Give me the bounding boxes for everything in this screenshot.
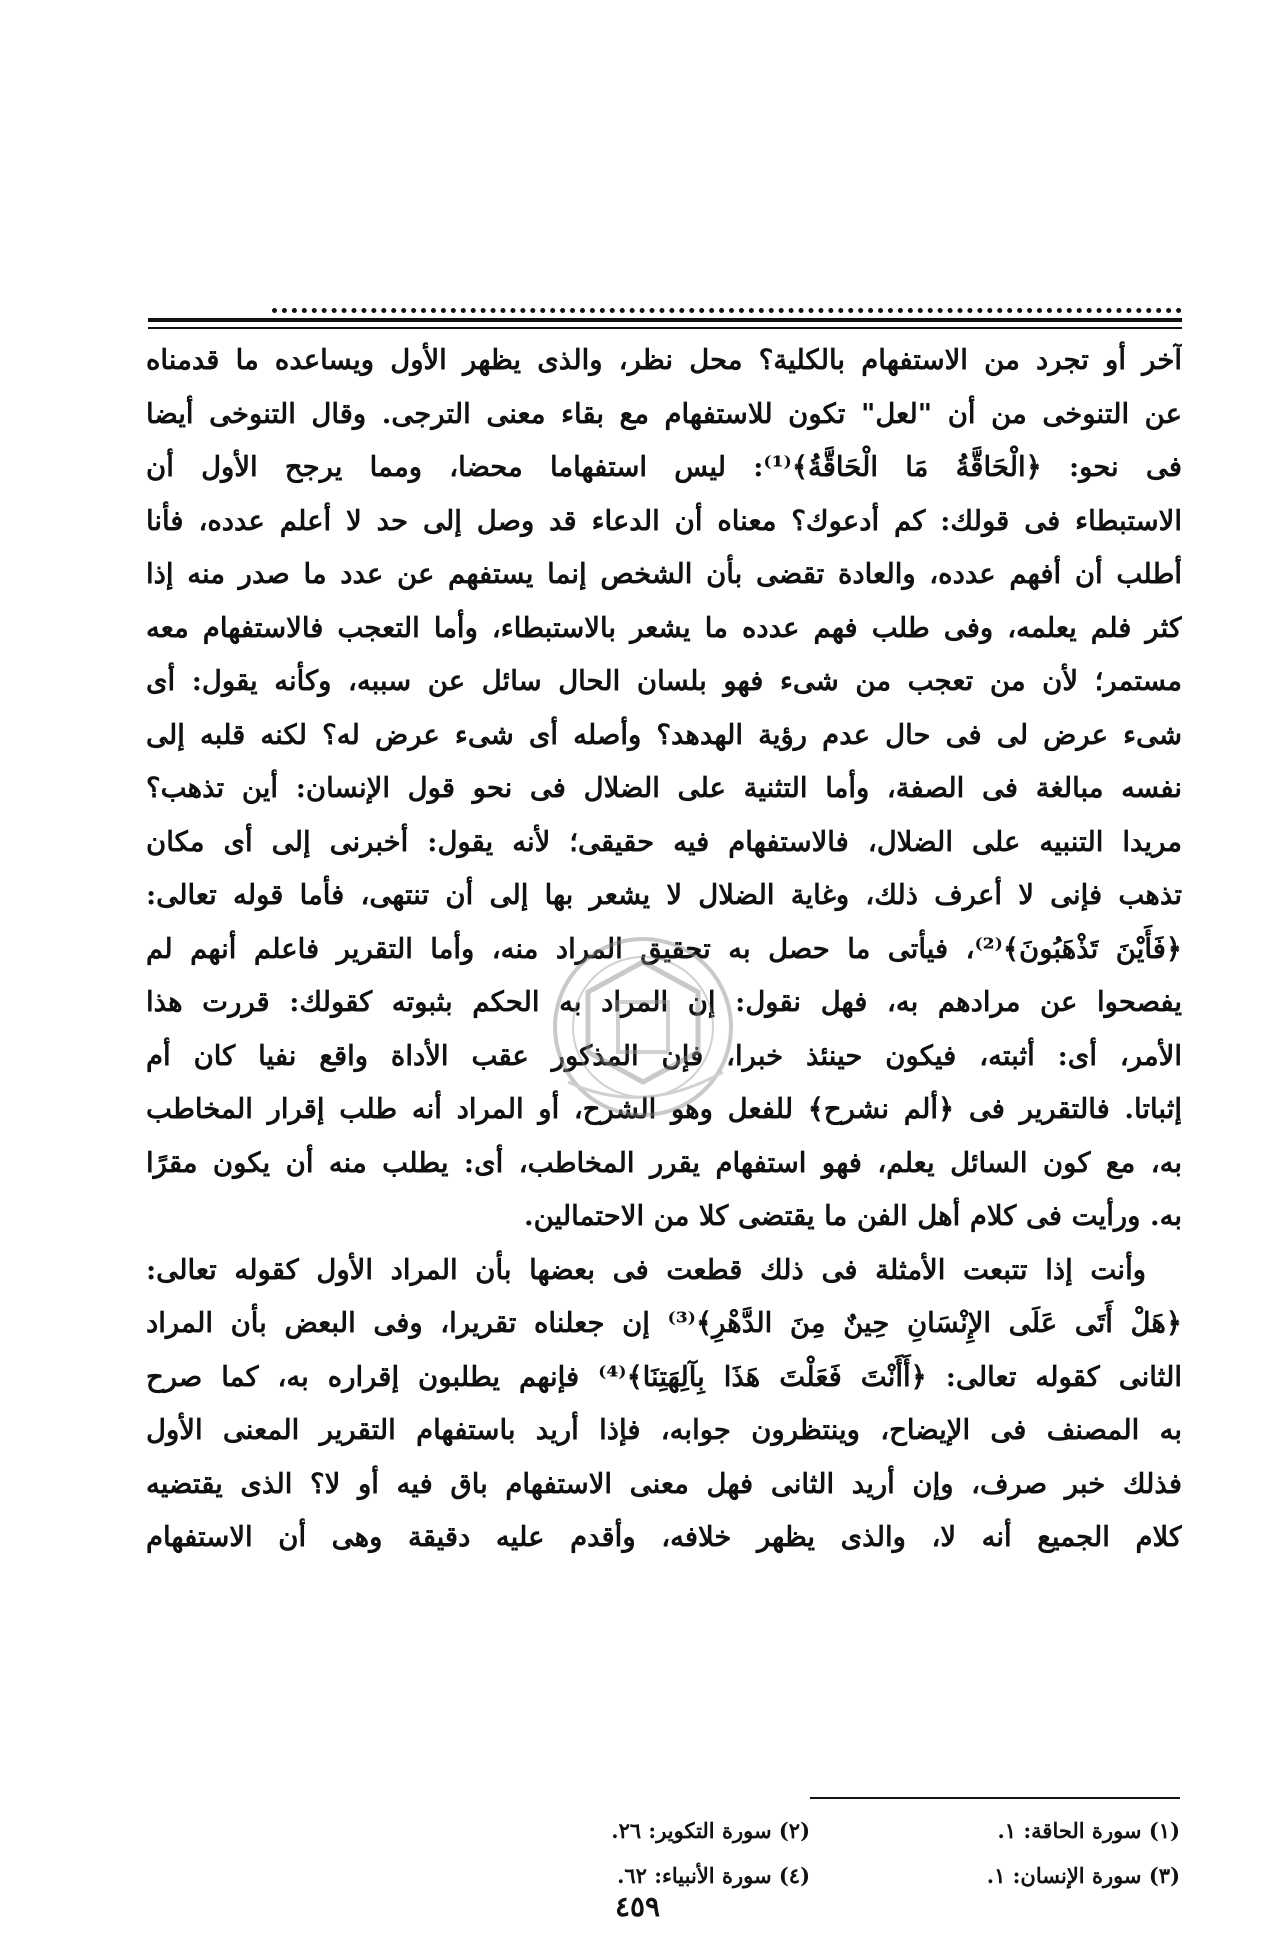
footnote: (٤) سورة الأنبياء: ٦٢. (617, 1863, 810, 1888)
text-line: به، مع كون السائل يعلم، فهو استفهام يقرر المخاطب، أى: يطلب منه أن يكون مقرًا (146, 1146, 1182, 1179)
footnotes (400, 1808, 1180, 1898)
footnote: (٢) سورة التكوير: ٢٦. (611, 1818, 810, 1843)
text-line: كلام الجميع أنه لا، والذى يظهر خلافه، وأقدم عليه دقيقة وهى أن الاستفهام (146, 1521, 1182, 1553)
text-line: الاستبطاء فى قولك: كم أدعوك؟ معناه أن الدعاء قد وصل إلى حد لا أعلم عدده، فأنا (146, 504, 1182, 537)
text-line: مستمر؛ لأن من تعجب من شىء فهو بلسان الحال سائل عن سببه، وكأنه يقول: أى (146, 665, 1182, 697)
text-line: فى نحو: ﴿الْحَاقَّةُ مَا الْحَاقَّةُ﴾⁽¹⁾: ليس استفهاما محضا، ومما يرجح الأول أن (146, 451, 1182, 483)
text-line: أطلب أن أفهم عدده، والعادة تقضى بأن الشخص إنما يستفهم عن عدد ما صدر منه إذا (146, 558, 1182, 590)
text-line: مريدا التنبيه على الضلال، فالاستفهام فيه حقيقى؛ لأنه يقول: أخبرنى إلى أى مكان (146, 825, 1182, 858)
text-line: به المصنف فى الإيضاح، وينتظرون جوابه، فإذا أريد باستفهام التقرير المعنى الأول (146, 1414, 1182, 1446)
text-line: إثباتا. فالتقرير فى ﴿ألم نشرح﴾ للفعل وهو الشرح، أو المراد أنه طلب إقرار المخاطب (146, 1093, 1182, 1125)
header-thick-rule (148, 318, 1182, 322)
footnote-row (400, 1808, 1180, 1853)
footnote-separator (810, 1797, 1180, 1799)
text-line: ﴿فَأَيْنَ تَذْهَبُونَ﴾⁽²⁾، فيأتى ما حصل به تحقيق المراد منه، وأما التقرير فاعلم أنهم لم (146, 932, 1182, 965)
text-line: عن التنوخى من أن "لعل" تكون للاستفهام مع بقاء معنى الترجى. وقال التنوخى أيضا (146, 397, 1182, 430)
text-line: نفسه مبالغة فى الصفة، وأما التثنية على الضلال فى نحو قول الإنسان: أين تذهب؟ (146, 772, 1182, 804)
text-line: الثانى كقوله تعالى: ﴿أَأَنْتَ فَعَلْتَ هَذَا بِآلِهَتِنَا﴾⁽⁴⁾ فإنهم يطلبون إقراره به، كما صرح (146, 1360, 1182, 1393)
text-line: به. ورأيت فى كلام أهل الفن ما يقتضى كلا من الاحتمالين. (524, 1200, 1182, 1232)
text-line: كثر فلم يعلمه، وفى طلب فهم عدده ما يشعر بالاستبطاء، وأما التعجب فالاستفهام معه (146, 611, 1182, 644)
header-thin-rule (148, 327, 1182, 329)
text-line: وأنت إذا تتبعت الأمثلة فى ذلك قطعت فى بعضها بأن المراد الأول كقوله تعالى: (146, 1253, 1146, 1286)
text-line: تذهب فإنى لا أعرف ذلك، وغاية الضلال لا يشعر بها إلى أن تنتهى، فأما قوله تعالى: (146, 879, 1182, 911)
text-line: شىء عرض لى فى حال عدم رؤية الهدهد؟ وأصله أى شىء عرض له؟ لكنه قلبه إلى (146, 718, 1182, 751)
header-dotted-rule (272, 308, 1182, 313)
page-number: ٤٥٩ (614, 1890, 661, 1923)
text-line: ﴿هَلْ أَتَى عَلَى الإِنْسَانِ حِينٌ مِنَ الدَّهْرِ﴾⁽³⁾ إن جعلناه تقريرا، وفى البعض بأن المراد (146, 1307, 1182, 1339)
text-line: يفصحوا عن مرادهم به، فهل نقول: إن المراد به الحكم بثبوته كقولك: قررت هذا (146, 986, 1182, 1018)
library-seal-watermark-icon (548, 932, 738, 1122)
footnote: (١) سورة الحاقة: ١. (997, 1818, 1180, 1843)
text-line: فذلك خبر صرف، وإن أريد الثانى فهل معنى الاستفهام باق فيه أو لا؟ الذى يقتضيه (146, 1467, 1182, 1500)
footnote: (٣) سورة الإنسان: ١. (986, 1863, 1180, 1888)
text-line: آخر أو تجرد من الاستفهام بالكلية؟ محل نظر، والذى يظهر الأول ويساعده ما قدمناه (146, 344, 1182, 376)
text-line: الأمر، أى: أثبته، فيكون حينئذ خبرا، فإن المذكور عقب الأداة واقع نفيا كان أم (146, 1039, 1182, 1072)
